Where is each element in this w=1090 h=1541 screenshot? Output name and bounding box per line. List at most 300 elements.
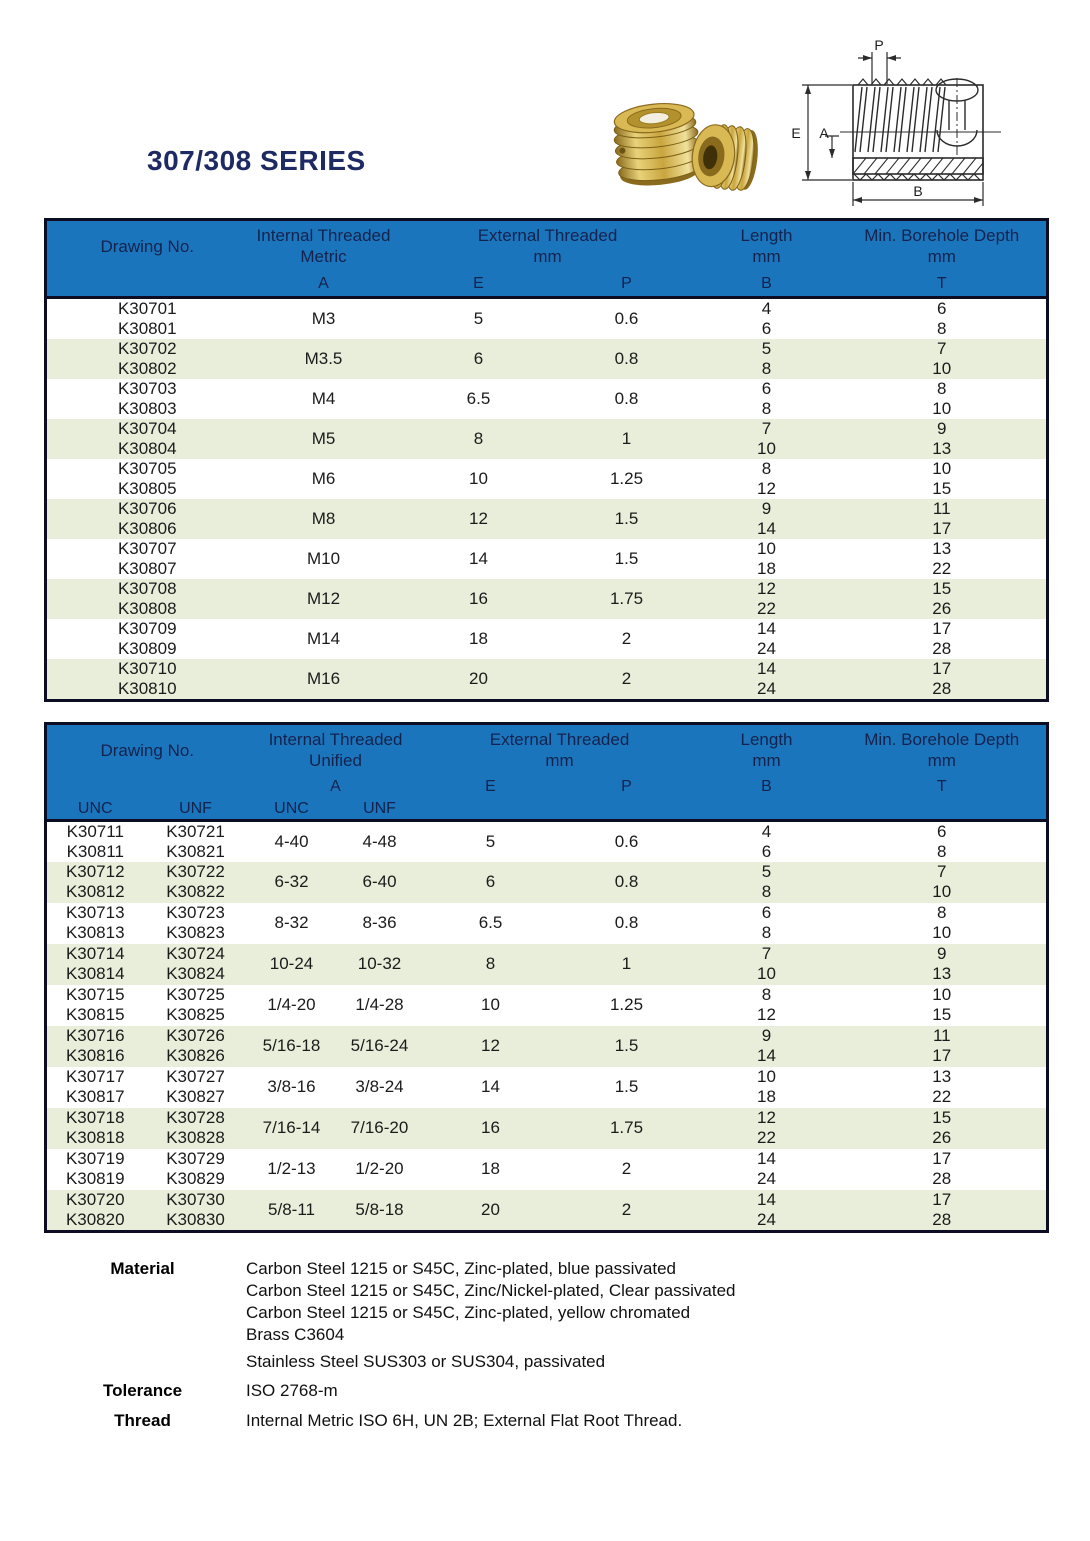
cell-line: 9 [761, 1026, 772, 1045]
cell-e: 20 [469, 669, 488, 688]
cell-a: M6 [311, 469, 336, 488]
cell-a_unc: 1/2-13 [267, 1159, 316, 1178]
col-header-length: Length mm [696, 724, 838, 776]
material-line: Carbon Steel 1215 or S45C, Zinc-plated, yellow chromated [246, 1303, 691, 1322]
col-header-external: External Threaded mm [400, 220, 696, 272]
cell-line: 12 [757, 1108, 776, 1127]
col-header-external: External Threaded mm [424, 724, 696, 776]
cell-a_unf: 10-32 [357, 954, 402, 973]
cell-line: 9 [761, 499, 772, 518]
cell-t [838, 499, 1048, 539]
cell-unc [46, 1149, 144, 1190]
cell-a_unc: 5/16-18 [262, 1036, 321, 1055]
cell-line: 4 [761, 299, 772, 318]
cell-line: 14 [757, 1149, 776, 1168]
cell-line: 14 [757, 619, 776, 638]
cell-line: 8 [761, 985, 772, 1004]
cell-line: K30723 [166, 903, 225, 922]
cell-line: 10 [757, 439, 776, 458]
cell-line: K30727 [166, 1067, 225, 1086]
cell-line: 9 [937, 419, 947, 438]
cell-unf [144, 1149, 248, 1190]
table-row [46, 985, 1048, 1026]
cell-line: 7 [937, 339, 947, 358]
cell-unf [144, 1026, 248, 1067]
unified-table [44, 722, 1049, 1233]
cell-drawings [46, 419, 248, 459]
cell-b [696, 298, 838, 340]
cell-b [696, 862, 838, 903]
cell-p: 1.5 [614, 509, 639, 528]
cell-p: 1.75 [609, 1118, 644, 1137]
cell-p: 1.25 [609, 469, 644, 488]
cell-unc [46, 1108, 144, 1149]
cell-line: 13 [932, 539, 952, 558]
cell-line: K30801 [117, 319, 177, 338]
cell-b [696, 1108, 838, 1149]
cell-p: 2 [621, 669, 632, 688]
cell-p: 1 [621, 954, 632, 973]
cell-b [696, 379, 838, 419]
cell-line: 13 [932, 439, 952, 458]
cell-a: M5 [311, 429, 336, 448]
cell-line: K30810 [117, 679, 177, 698]
cell-line: K30719 [65, 1149, 125, 1168]
cell-line: 12 [757, 479, 776, 498]
table-row [46, 539, 1048, 579]
cell-line: K30720 [65, 1189, 125, 1209]
cell-line: 7 [937, 862, 947, 881]
cell-p: 0.8 [614, 913, 639, 932]
cell-line: 4 [761, 821, 772, 841]
cell-line: K30816 [65, 1046, 125, 1065]
sym-p: P [558, 776, 696, 798]
metric-symbol-row [46, 272, 1048, 298]
cell-a: M14 [306, 629, 341, 648]
cell-p: 0.6 [614, 309, 639, 328]
dim-label-p: P [874, 38, 884, 53]
cell-line: 10 [932, 399, 952, 418]
cell-e: 12 [481, 1036, 500, 1055]
cell-p: 2 [621, 1199, 632, 1219]
cell-line: 5 [761, 339, 772, 358]
cell-e: 6.5 [478, 913, 503, 932]
brass-inserts-photo [602, 85, 777, 205]
cell-line: 8 [761, 359, 772, 378]
cell-line: 17 [932, 619, 952, 638]
cell-line: K30803 [117, 399, 177, 418]
cell-line: 6 [937, 821, 947, 841]
cell-line: 22 [932, 559, 952, 578]
cell-line: 8 [937, 379, 947, 398]
blank [696, 798, 838, 821]
cell-line: K30725 [166, 985, 225, 1004]
cell-e: 5 [485, 831, 496, 851]
cell-line: 10 [757, 539, 776, 558]
cell-a: M8 [311, 509, 336, 528]
cell-e: 16 [481, 1118, 500, 1137]
cell-line: 14 [757, 659, 776, 678]
cell-line: 12 [757, 579, 776, 598]
cell-a_unc: 3/8-16 [267, 1077, 316, 1096]
cell-line: 8 [761, 459, 772, 478]
table-row [46, 379, 1048, 419]
cell-line: K30820 [65, 1209, 125, 1229]
cell-line: K30730 [166, 1189, 225, 1209]
cell-unc [46, 1026, 144, 1067]
table-row [46, 944, 1048, 985]
cell-e: 18 [481, 1159, 500, 1178]
cell-b [696, 619, 838, 659]
cell-line: 28 [932, 1209, 952, 1229]
label-unf: UNF [144, 798, 248, 821]
col-header-internal: Internal Threaded Metric [248, 220, 400, 272]
cell-a: M3.5 [304, 349, 343, 368]
cell-b [696, 985, 838, 1026]
cell-a_unf: 8-36 [362, 913, 397, 932]
table-row [46, 339, 1048, 379]
cell-a_unf: 1/4-28 [355, 995, 404, 1014]
cell-line: 18 [757, 559, 776, 578]
cell-line: 26 [932, 599, 952, 618]
cell-a: M10 [306, 549, 341, 568]
material-line: Carbon Steel 1215 or S45C, Zinc/Nickel-plated, Clear passivated [246, 1281, 736, 1300]
cell-line: K30809 [117, 639, 177, 658]
cell-unf [144, 820, 248, 862]
blank [838, 798, 1048, 821]
table-row [46, 499, 1048, 539]
cell-line: K30817 [65, 1087, 125, 1106]
cell-a_unc: 8-32 [274, 913, 309, 932]
cell-e: 5 [473, 309, 484, 328]
cell-line: K30807 [117, 559, 177, 578]
table-row [46, 1190, 1048, 1232]
table-row [46, 659, 1048, 701]
cell-e: 14 [469, 549, 488, 568]
cell-drawings [46, 619, 248, 659]
cell-line: 24 [757, 639, 776, 658]
material-label: Material [110, 1259, 175, 1278]
cell-a_unf: 3/8-24 [355, 1077, 404, 1096]
cell-line: K30728 [166, 1108, 225, 1127]
cell-line: 13 [932, 1067, 952, 1086]
cell-line: K30709 [117, 619, 177, 638]
cell-line: 10 [757, 1067, 776, 1086]
cell-line: 10 [932, 985, 952, 1004]
cell-unc [46, 1067, 144, 1108]
cell-line: 8 [937, 903, 947, 922]
cell-line: 6 [937, 299, 947, 318]
cell-a_unc: 4-40 [274, 831, 309, 851]
cell-b [696, 820, 838, 862]
sym-t: T [838, 776, 1048, 798]
sym-b: B [696, 776, 838, 798]
cell-drawings [46, 499, 248, 539]
cell-e: 8 [473, 429, 484, 448]
tolerance-value: ISO 2768-m [246, 1381, 338, 1400]
cell-drawings [46, 339, 248, 379]
cell-line: 8 [937, 319, 947, 338]
cell-line: K30704 [117, 419, 177, 438]
cell-line: 24 [757, 679, 776, 698]
cell-line: K30729 [166, 1149, 225, 1168]
cell-line: 10 [932, 359, 952, 378]
blank [424, 798, 558, 821]
table-row [46, 1149, 1048, 1190]
cell-t [838, 659, 1048, 701]
cell-line: K30805 [117, 479, 177, 498]
unified-symbol-row [46, 776, 1048, 798]
sym-e: E [424, 776, 558, 798]
cell-p: 1.5 [614, 1077, 639, 1096]
cell-a_unc: 5/8-11 [268, 1199, 315, 1219]
cell-line: 26 [932, 1128, 952, 1147]
cell-line: K30713 [65, 903, 125, 922]
cell-p: 2 [621, 1159, 632, 1178]
label-unc: UNC [46, 798, 144, 821]
cell-t [838, 339, 1048, 379]
thread-label: Thread [114, 1411, 171, 1430]
table-row [46, 298, 1048, 340]
cell-line: 10 [932, 459, 952, 478]
cell-b [696, 1026, 838, 1067]
cell-b [696, 419, 838, 459]
sym-blank [46, 272, 248, 298]
cell-unf [144, 862, 248, 903]
tolerance-label: Tolerance [102, 1381, 183, 1400]
material-line: Stainless Steel SUS303 or SUS304, passivated [246, 1352, 606, 1371]
cell-a_unf: 6-40 [362, 872, 397, 891]
cell-line: K30702 [117, 339, 177, 358]
tolerance-row [60, 1380, 1020, 1402]
dim-label-b: B [913, 183, 923, 199]
cell-drawings [46, 379, 248, 419]
cell-unf [144, 1067, 248, 1108]
table-row [46, 1026, 1048, 1067]
cell-line: K30703 [117, 379, 177, 398]
cell-line: K30826 [166, 1046, 225, 1065]
cell-t [838, 985, 1048, 1026]
cell-line: K30811 [66, 841, 124, 861]
unified-uncunf-row [46, 798, 1048, 821]
cell-b [696, 659, 838, 701]
table-row [46, 419, 1048, 459]
material-values [246, 1258, 735, 1373]
cell-line: 15 [932, 1108, 952, 1127]
cell-t [838, 1190, 1048, 1232]
cell-line: 24 [757, 1169, 776, 1188]
cell-line: K30701 [117, 299, 177, 318]
cell-unc [46, 862, 144, 903]
cell-line: K30806 [117, 519, 177, 538]
table-row [46, 459, 1048, 499]
cell-line: 22 [757, 599, 776, 618]
cell-t [838, 862, 1048, 903]
cell-drawings [46, 659, 248, 701]
sym-a: A [248, 776, 424, 798]
cell-line: 6 [761, 379, 772, 398]
cell-line: K30721 [166, 821, 225, 841]
cell-t [838, 539, 1048, 579]
cell-p: 1.25 [609, 995, 644, 1014]
dim-label-e: E [791, 125, 801, 141]
cell-line: 12 [757, 1005, 776, 1024]
cell-line: 28 [932, 1169, 952, 1188]
label-unc: UNC [248, 798, 336, 821]
cell-line: 6 [761, 903, 772, 922]
cell-line: K30802 [117, 359, 177, 378]
cell-p: 0.8 [614, 349, 639, 368]
page-title: 307/308 SERIES [147, 145, 366, 176]
cell-line: 8 [937, 841, 947, 861]
cell-b [696, 1149, 838, 1190]
cell-line: 17 [932, 1149, 952, 1168]
cell-line: 28 [932, 679, 952, 698]
cell-p: 0.6 [614, 831, 639, 851]
sym-p: P [558, 272, 696, 298]
cell-line: K30822 [166, 882, 225, 901]
cell-t [838, 459, 1048, 499]
cell-b [696, 944, 838, 985]
cell-line: 7 [761, 944, 772, 963]
cell-line: 13 [932, 964, 952, 983]
cell-a_unf: 5/16-24 [350, 1036, 409, 1055]
insert-right [689, 121, 761, 192]
cell-line: 8 [761, 882, 772, 901]
cell-line: 14 [757, 519, 776, 538]
cell-t [838, 820, 1048, 862]
cell-a_unf: 5/8-18 [355, 1199, 404, 1219]
cell-line: K30823 [166, 923, 225, 942]
cell-line: 18 [757, 1087, 776, 1106]
cell-t [838, 419, 1048, 459]
cell-line: 7 [761, 419, 772, 438]
cell-e: 6 [473, 349, 484, 368]
cell-a_unf: 4-48 [362, 831, 397, 851]
cell-line: K30808 [117, 599, 177, 618]
specifications-section [60, 1258, 1020, 1432]
col-header-length: Length mm [696, 220, 838, 272]
cell-line: 17 [932, 659, 952, 678]
cell-line: 6 [761, 319, 772, 338]
cell-t [838, 579, 1048, 619]
cell-line: 15 [932, 579, 952, 598]
cell-line: K30722 [166, 862, 225, 881]
cell-line: K30812 [65, 882, 125, 901]
col-header-borehole: Min. Borehole Depth mm [838, 724, 1048, 776]
col-header-drawing-no: Drawing No. [46, 220, 248, 272]
cell-b [696, 579, 838, 619]
cell-line: 22 [932, 1087, 952, 1106]
cell-line: K30705 [117, 459, 177, 478]
insert-left [611, 100, 703, 189]
table-row [46, 820, 1048, 862]
cell-unc [46, 820, 144, 862]
cell-t [838, 944, 1048, 985]
cell-e: 6 [485, 872, 496, 891]
cell-line: K30829 [166, 1169, 225, 1188]
table-row [46, 619, 1048, 659]
cell-line: K30711 [66, 821, 124, 841]
sym-a: A [248, 272, 400, 298]
cell-line: 5 [761, 862, 772, 881]
sym-blank [46, 776, 248, 798]
cell-t [838, 619, 1048, 659]
col-header-borehole: Min. Borehole Depth mm [838, 220, 1048, 272]
cell-line: K30718 [65, 1108, 125, 1127]
cell-a_unf: 1/2-20 [355, 1159, 404, 1178]
cell-unf [144, 985, 248, 1026]
cell-a_unc: 1/4-20 [267, 995, 316, 1014]
cell-line: K30804 [117, 439, 177, 458]
cell-b [696, 499, 838, 539]
cell-line: K30714 [65, 944, 125, 963]
table-row [46, 903, 1048, 944]
cell-line: 15 [932, 1005, 952, 1024]
cell-t [838, 379, 1048, 419]
cell-e: 8 [485, 954, 496, 973]
cell-line: 17 [932, 1046, 952, 1065]
table-row [46, 862, 1048, 903]
cell-line: K30707 [117, 539, 177, 558]
cell-a_unf: 7/16-20 [350, 1118, 409, 1137]
dim-label-a: A [819, 125, 829, 141]
cell-line: 6 [761, 841, 772, 861]
label-unf: UNF [336, 798, 424, 821]
cell-line: K30830 [166, 1209, 225, 1229]
cell-line: 28 [932, 639, 952, 658]
cell-p: 1.5 [614, 1036, 639, 1055]
cell-unc [46, 944, 144, 985]
cell-b [696, 903, 838, 944]
material-row [60, 1258, 1020, 1373]
cell-line: K30818 [65, 1128, 125, 1147]
cell-line: 15 [932, 479, 952, 498]
cell-line: K30825 [166, 1005, 225, 1024]
cell-line: 8 [761, 399, 772, 418]
cell-t [838, 1108, 1048, 1149]
cell-drawings [46, 298, 248, 340]
col-header-drawing-no: Drawing No. [46, 724, 248, 776]
cell-e: 14 [481, 1077, 500, 1096]
sym-e: E [400, 272, 558, 298]
metric-header-row [46, 220, 1048, 272]
cell-unf [144, 1108, 248, 1149]
cell-line: K30712 [65, 862, 125, 881]
cell-drawings [46, 539, 248, 579]
cell-line: K30726 [166, 1026, 225, 1045]
cell-unc [46, 903, 144, 944]
table-row [46, 579, 1048, 619]
cell-a_unc: 6-32 [274, 872, 309, 891]
sym-b: B [696, 272, 838, 298]
cell-line: 10 [757, 964, 776, 983]
cell-line: 11 [932, 1026, 951, 1045]
cell-b [696, 1067, 838, 1108]
cell-b [696, 459, 838, 499]
cell-drawings [46, 579, 248, 619]
cell-unc [46, 985, 144, 1026]
cell-line: K30716 [65, 1026, 125, 1045]
cell-t [838, 1149, 1048, 1190]
cell-a: M4 [311, 389, 336, 408]
cell-e: 16 [469, 589, 488, 608]
material-line: Brass C3604 [246, 1325, 345, 1344]
table-row [46, 1108, 1048, 1149]
cell-b [696, 1190, 838, 1232]
unified-header-row [46, 724, 1048, 776]
cell-e: 18 [469, 629, 488, 648]
